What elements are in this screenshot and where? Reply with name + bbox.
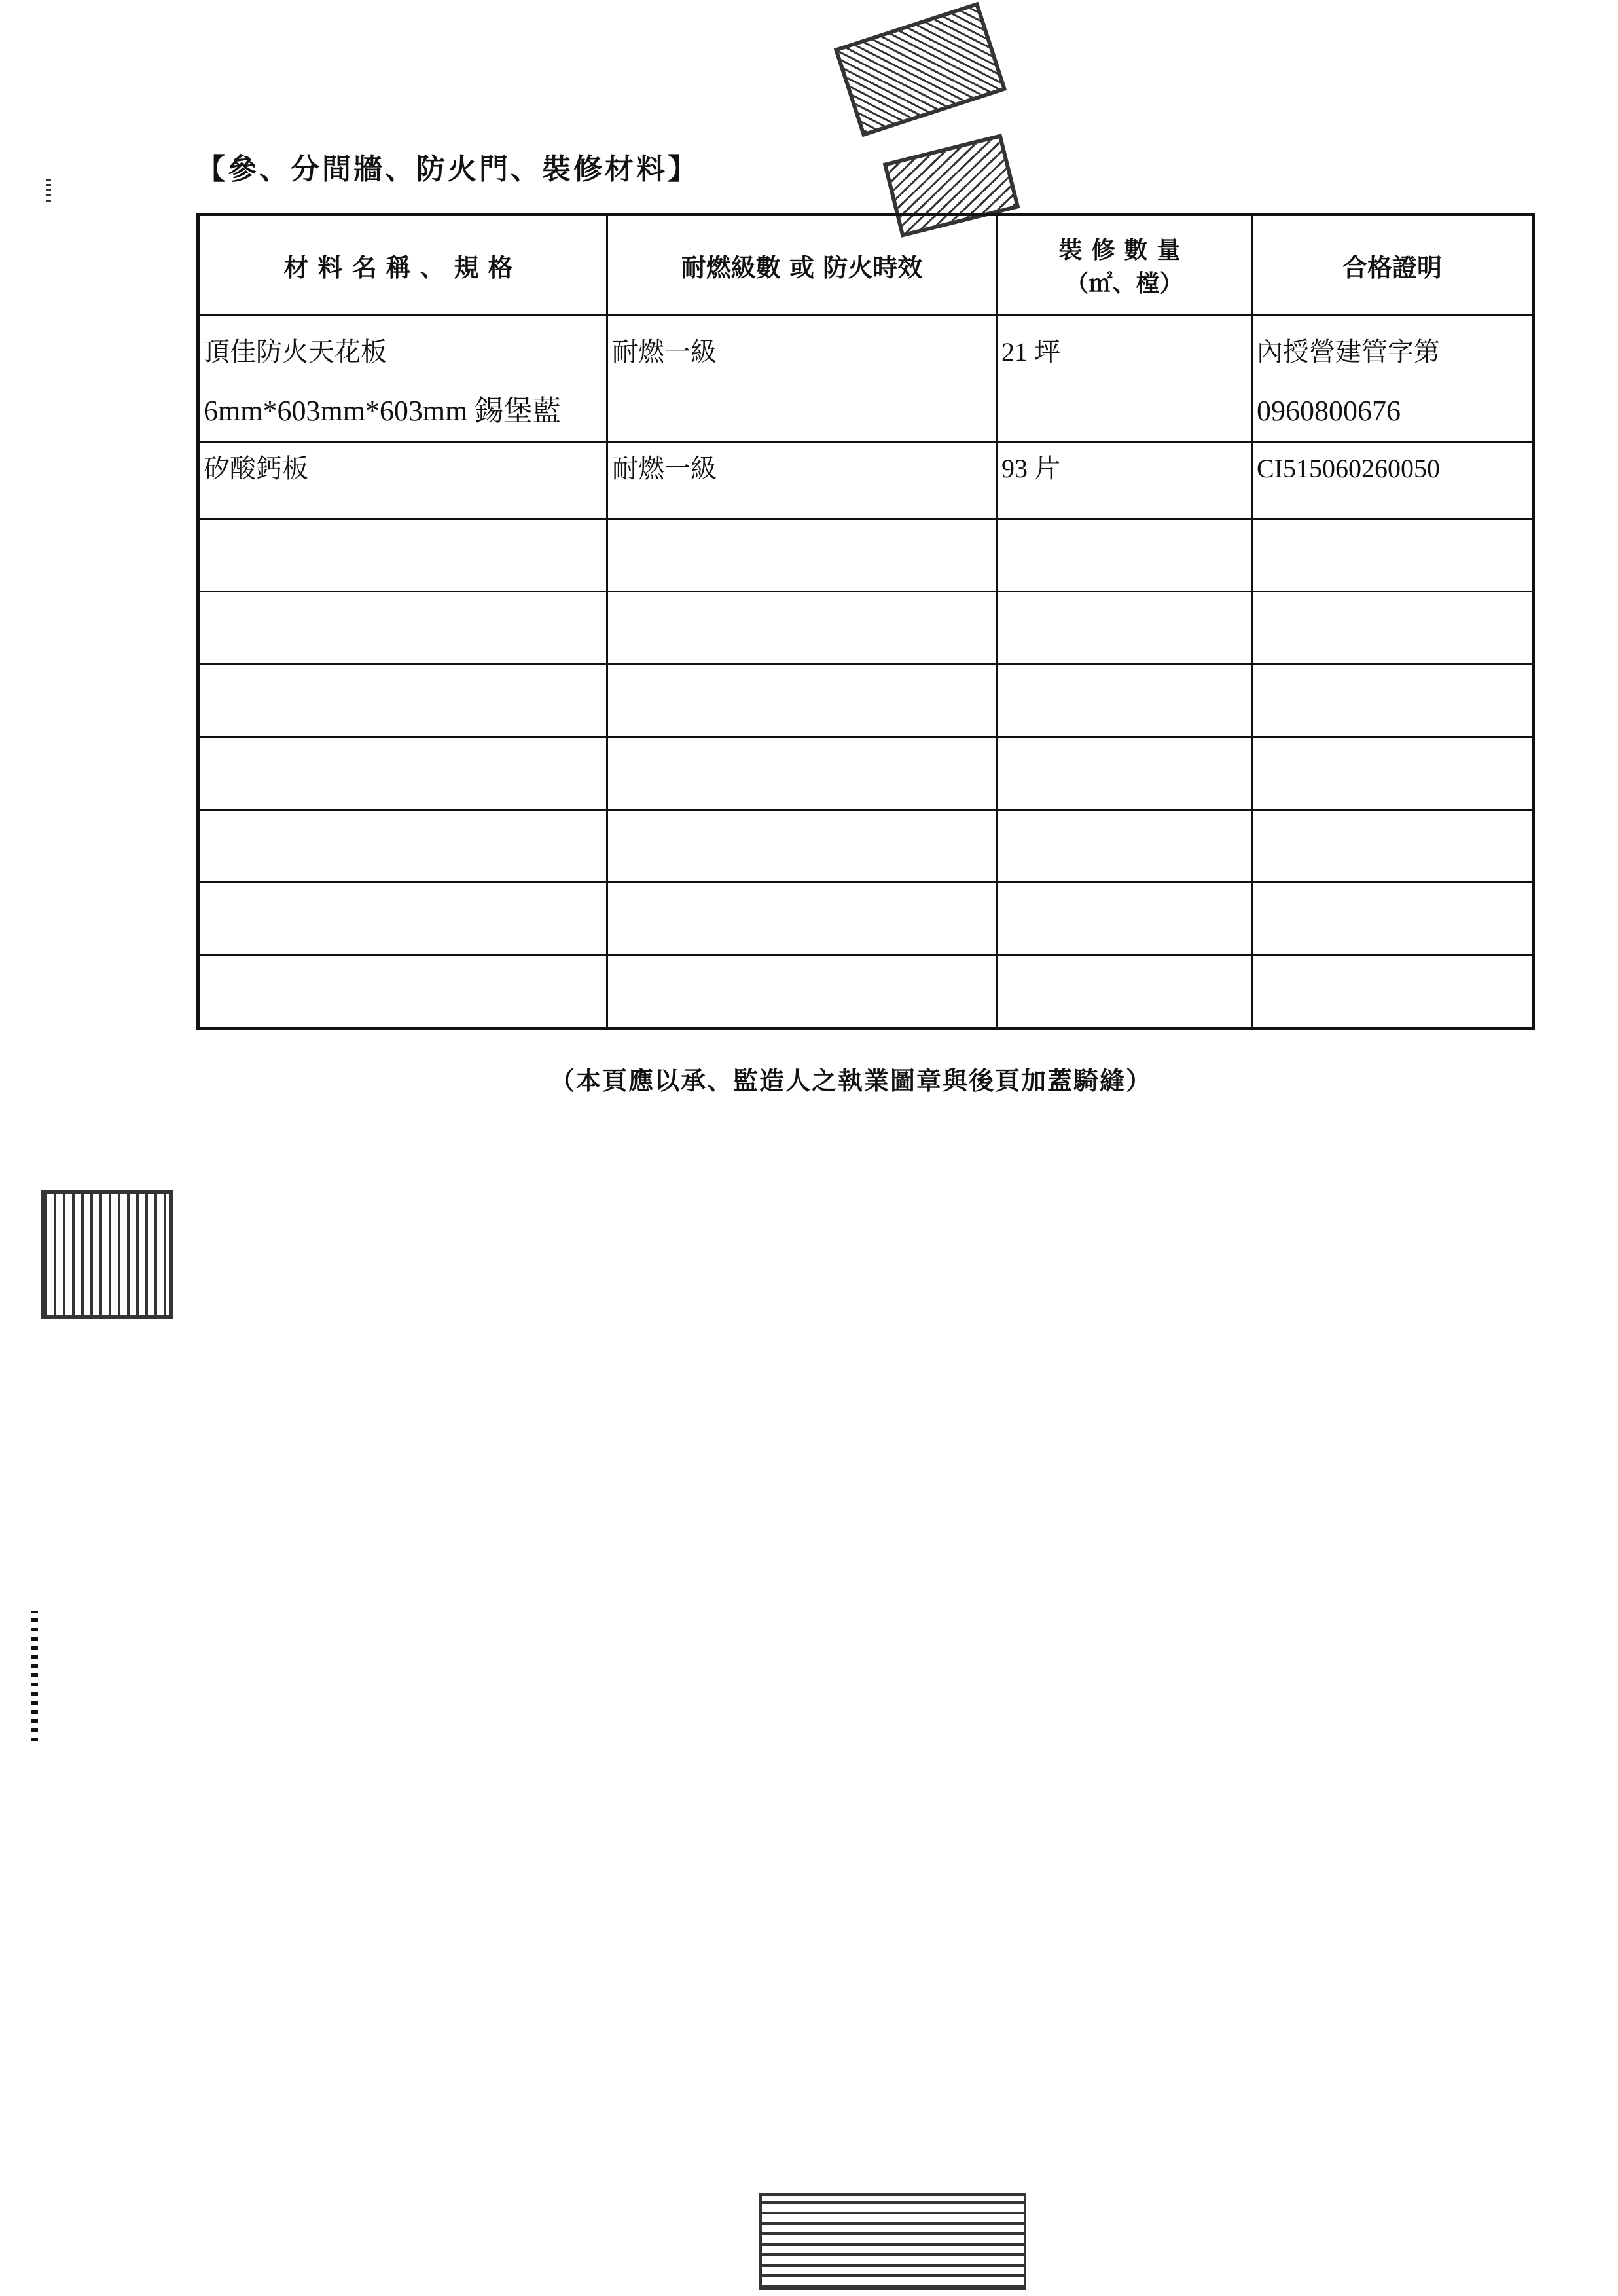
header-quantity-label: 裝修數量: [1058, 236, 1190, 264]
seal-stamp: [41, 1190, 173, 1319]
header-quantity-unit: （㎡、樘）: [1065, 270, 1183, 297]
certificate-cell: CI515060260050: [1252, 442, 1534, 519]
seal-stamp: [834, 2, 1007, 137]
header-certificate: 合格證明: [1252, 215, 1534, 316]
table-row-empty: [198, 883, 1534, 955]
fire-rating-cell: 耐燃一級: [607, 316, 997, 442]
footer-note: （本頁應以承、監造人之執業圖章與後頁加蓋騎縫）: [550, 1066, 1153, 1095]
seal-stamp: [759, 2193, 1026, 2290]
table-row: [198, 442, 1534, 519]
edge-mark: [46, 175, 51, 202]
table-row-empty: [198, 519, 1534, 592]
certificate-cell: [1252, 316, 1534, 442]
material-name: 矽酸鈣板: [204, 454, 308, 484]
header-material-name: 材料名稱、規格: [198, 215, 607, 316]
material-name: 頂佳防火天花板: [204, 337, 387, 367]
quantity-cell: 93 片: [997, 442, 1252, 519]
table-row-empty: [198, 737, 1534, 810]
materials-table: [196, 213, 1535, 1030]
table-row: [198, 316, 1534, 442]
material-name-cell: [198, 316, 607, 442]
table-row-empty: [198, 665, 1534, 737]
certificate-number: 0960800676: [1257, 395, 1401, 427]
material-name-cell: [198, 442, 607, 519]
edge-mark: [31, 1611, 38, 1741]
quantity-cell: 21 坪: [997, 316, 1252, 442]
material-spec: 6mm*603mm*603mm 錫堡藍: [204, 395, 562, 427]
table-row-empty: [198, 592, 1534, 665]
table-header-row: [198, 215, 1534, 316]
section-title: 【參、分間牆、防火門、裝修材料】: [196, 153, 699, 186]
table-row-empty: [198, 810, 1534, 883]
header-fire-rating: 耐燃級數 或 防火時效: [607, 215, 997, 316]
header-quantity: [997, 215, 1252, 316]
fire-rating-cell: 耐燃一級: [607, 442, 997, 519]
certificate-line: 內授營建管字第: [1257, 337, 1440, 367]
table-row-empty: [198, 955, 1534, 1029]
